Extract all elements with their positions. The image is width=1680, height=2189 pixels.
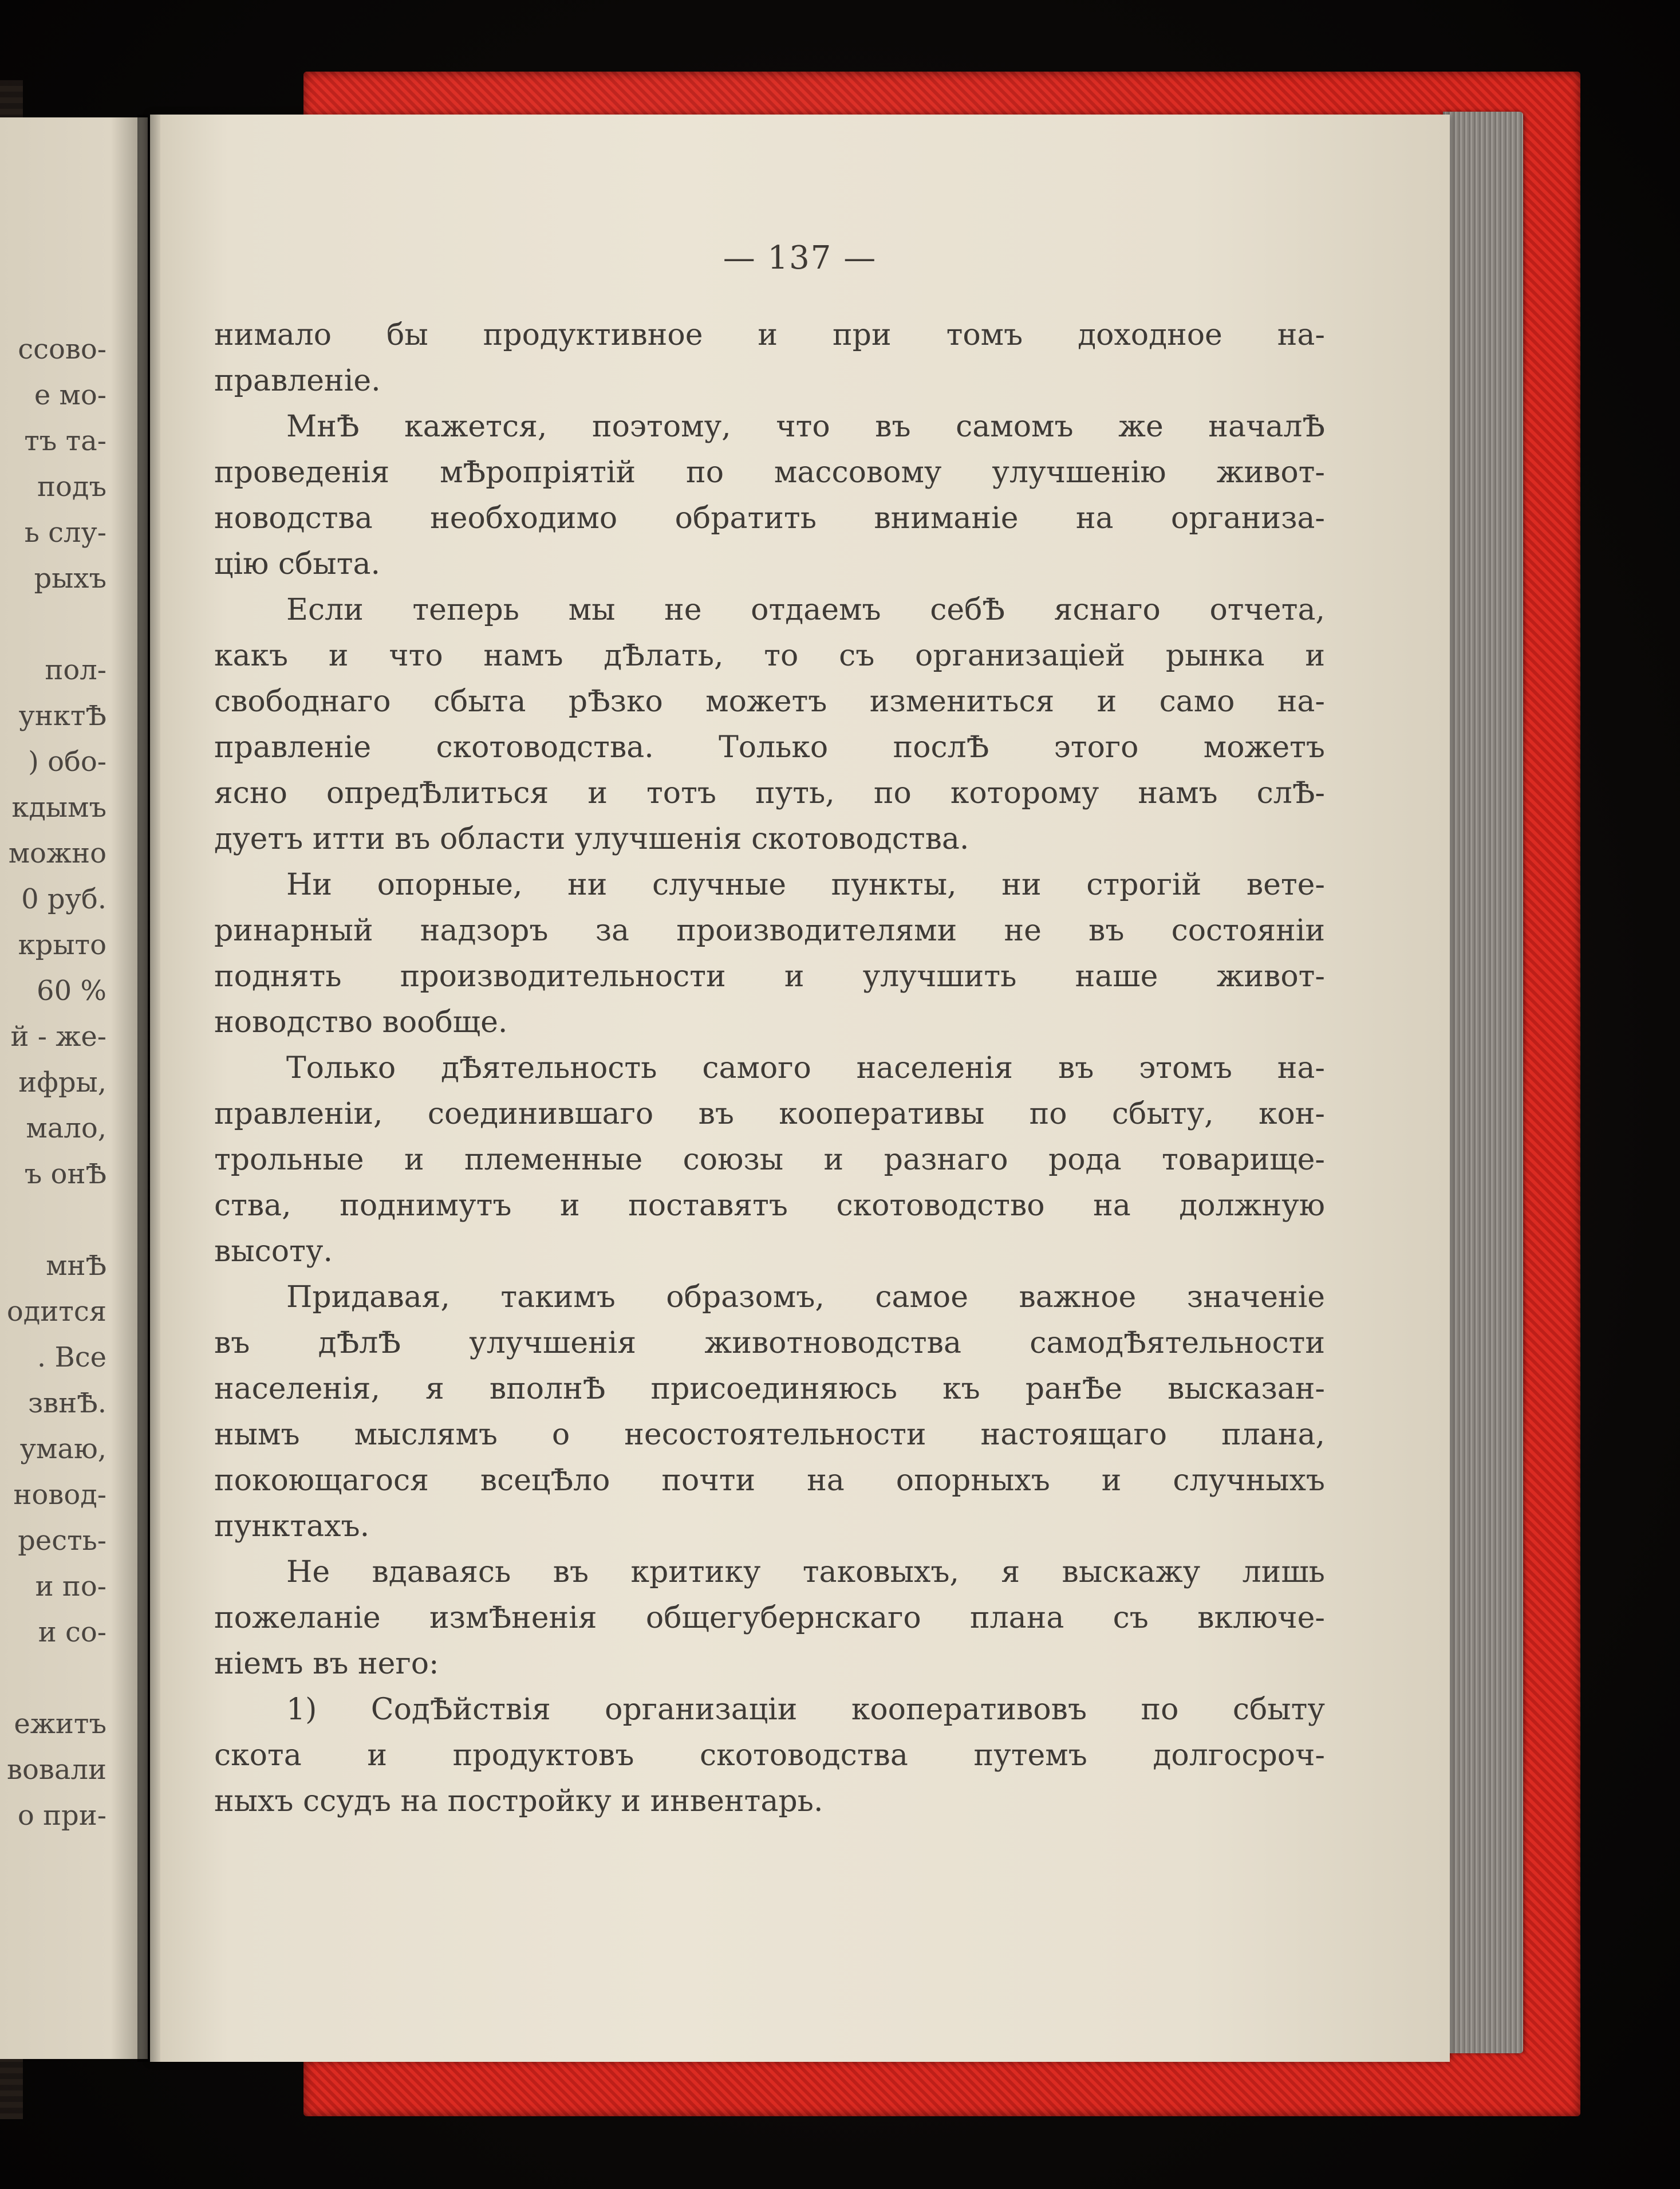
text-line: трольные и племенные союзы и разнаго рода товарище- (214, 1143, 1325, 1177)
facing-page-line: мало, (26, 1112, 107, 1144)
text-line: высоту. (214, 1234, 333, 1269)
gutter-shadow (137, 115, 160, 2062)
facing-page-line: ссово- (18, 333, 107, 365)
text-line: покоющагося всецѢло почти на опорныхъ и случныхъ (214, 1463, 1325, 1498)
text-line: пунктахъ. (214, 1509, 370, 1544)
facing-page-line: и со- (38, 1616, 107, 1648)
facing-page-line: й - же- (10, 1021, 107, 1053)
facing-page-line: ресть- (18, 1525, 107, 1557)
facing-page (0, 117, 148, 2059)
text-line: правленіе скотоводства. Только послѢ этого можетъ (214, 730, 1325, 765)
text-line: Ни опорные, ни случные пункты, ни строгій вете- (286, 868, 1325, 902)
facing-page-line: е мо- (34, 379, 107, 411)
text-line: МнѢ кажется, поэтому, что въ самомъ же началѢ (286, 410, 1325, 444)
facing-page-line: пол- (45, 654, 107, 686)
facing-page-line: ифры, (18, 1066, 107, 1099)
text-line: скота и продуктовъ скотоводства путемъ долгосроч- (214, 1738, 1325, 1773)
facing-page-line: ) обо- (28, 746, 107, 778)
facing-page-line: умаю, (19, 1433, 107, 1465)
facing-page-line: о при- (17, 1800, 107, 1832)
facing-page-line: можно (8, 837, 107, 869)
facing-page-line (0, 1197, 107, 1243)
text-line: Не вдаваясь въ критику таковыхъ, я выскажу лишь (286, 1555, 1325, 1589)
facing-page-line: звнѢ. (27, 1387, 107, 1419)
page-body-text (214, 312, 1325, 1824)
text-line: ясно опредѢлиться и тотъ путь, по которому намъ слѢ- (214, 776, 1325, 810)
facing-page-text (0, 326, 107, 1838)
text-line: 1) СодѢйствія организаціи кооперативовъ по сбыту (286, 1692, 1325, 1727)
text-line: въ дѢлѢ улучшенія животноводства самодѢятельности (214, 1326, 1325, 1360)
facing-page-line: 60 % (37, 975, 107, 1007)
book-page (150, 115, 1450, 2062)
text-line: нымъ мыслямъ о несостоятельности настоящаго плана, (214, 1418, 1325, 1452)
text-line: цію сбыта. (214, 547, 380, 581)
facing-page-line: тъ та- (24, 425, 107, 457)
text-line: дуетъ итти въ области улучшенія скотоводства. (214, 822, 969, 856)
text-line: нимало бы продуктивное и при томъ доходное на- (214, 318, 1325, 352)
text-line: ніемъ въ него: (214, 1647, 439, 1681)
facing-page-line: одится (6, 1296, 107, 1328)
text-line: ринарный надзоръ за производителями не въ состояніи (214, 914, 1325, 948)
paragraph (214, 404, 1325, 587)
paragraph (214, 312, 1325, 404)
facing-page-line (0, 1655, 107, 1701)
page-number: — 137 — (723, 239, 877, 277)
text-line: Только дѢятельность самого населенія въ этомъ на- (286, 1051, 1325, 1085)
facing-page-line: подъ (37, 471, 107, 503)
facing-page-line: ежитъ (14, 1708, 107, 1740)
text-line: Если теперь мы не отдаемъ себѢ яснаго отчета, (286, 593, 1325, 627)
facing-page-line: и по- (35, 1570, 107, 1603)
facing-page-line: мнѢ (46, 1250, 107, 1282)
text-line: свободнаго сбыта рѢзко можетъ измениться и само на- (214, 684, 1325, 719)
text-line: проведенія мѢропріятій по массовому улучшенію живот- (214, 455, 1325, 490)
paragraph (214, 1045, 1325, 1274)
paragraph (214, 1274, 1325, 1549)
facing-page-line: 0 руб. (21, 883, 107, 915)
facing-page-line: . Все (37, 1341, 107, 1373)
text-line: правленіе. (214, 364, 381, 398)
facing-page-line: унктѢ (18, 700, 107, 732)
text-line: новодство вообще. (214, 1005, 508, 1040)
facing-page-line: рыхъ (34, 562, 107, 595)
text-line: пожеланіе измѢненія общегубернскаго плана съ включе- (214, 1601, 1325, 1635)
page-fore-edge (1443, 112, 1523, 2053)
facing-page-line: ь слу- (24, 517, 107, 549)
paragraph (214, 1549, 1325, 1687)
text-line: Придавая, такимъ образомъ, самое важное значеніе (286, 1280, 1325, 1314)
text-line: населенія, я вполнѢ присоединяюсь къ ранѢе высказан- (214, 1372, 1325, 1406)
text-line: новодства необходимо обратить вниманіе на организа- (214, 501, 1325, 536)
facing-page-line: вовали (6, 1754, 107, 1786)
facing-page-line: кдымъ (11, 792, 107, 824)
facing-page-line (0, 601, 107, 647)
text-line: поднять производительности и улучшить наше живот- (214, 959, 1325, 994)
text-line: ныхъ ссудъ на постройку и инвентарь. (214, 1784, 823, 1818)
facing-page-line: новод- (13, 1479, 107, 1511)
paragraph (214, 862, 1325, 1045)
facing-page-line: крыто (18, 929, 107, 961)
facing-page-line: ъ онѢ (24, 1158, 107, 1190)
text-line: ства, поднимутъ и поставятъ скотоводство на должную (214, 1188, 1325, 1223)
text-line: правленіи, соединившаго въ кооперативы по сбыту, кон- (214, 1097, 1325, 1131)
paragraph (214, 587, 1325, 862)
paragraph (214, 1687, 1325, 1824)
text-line: какъ и что намъ дѢлать, то съ организаціей рынка и (214, 639, 1325, 673)
